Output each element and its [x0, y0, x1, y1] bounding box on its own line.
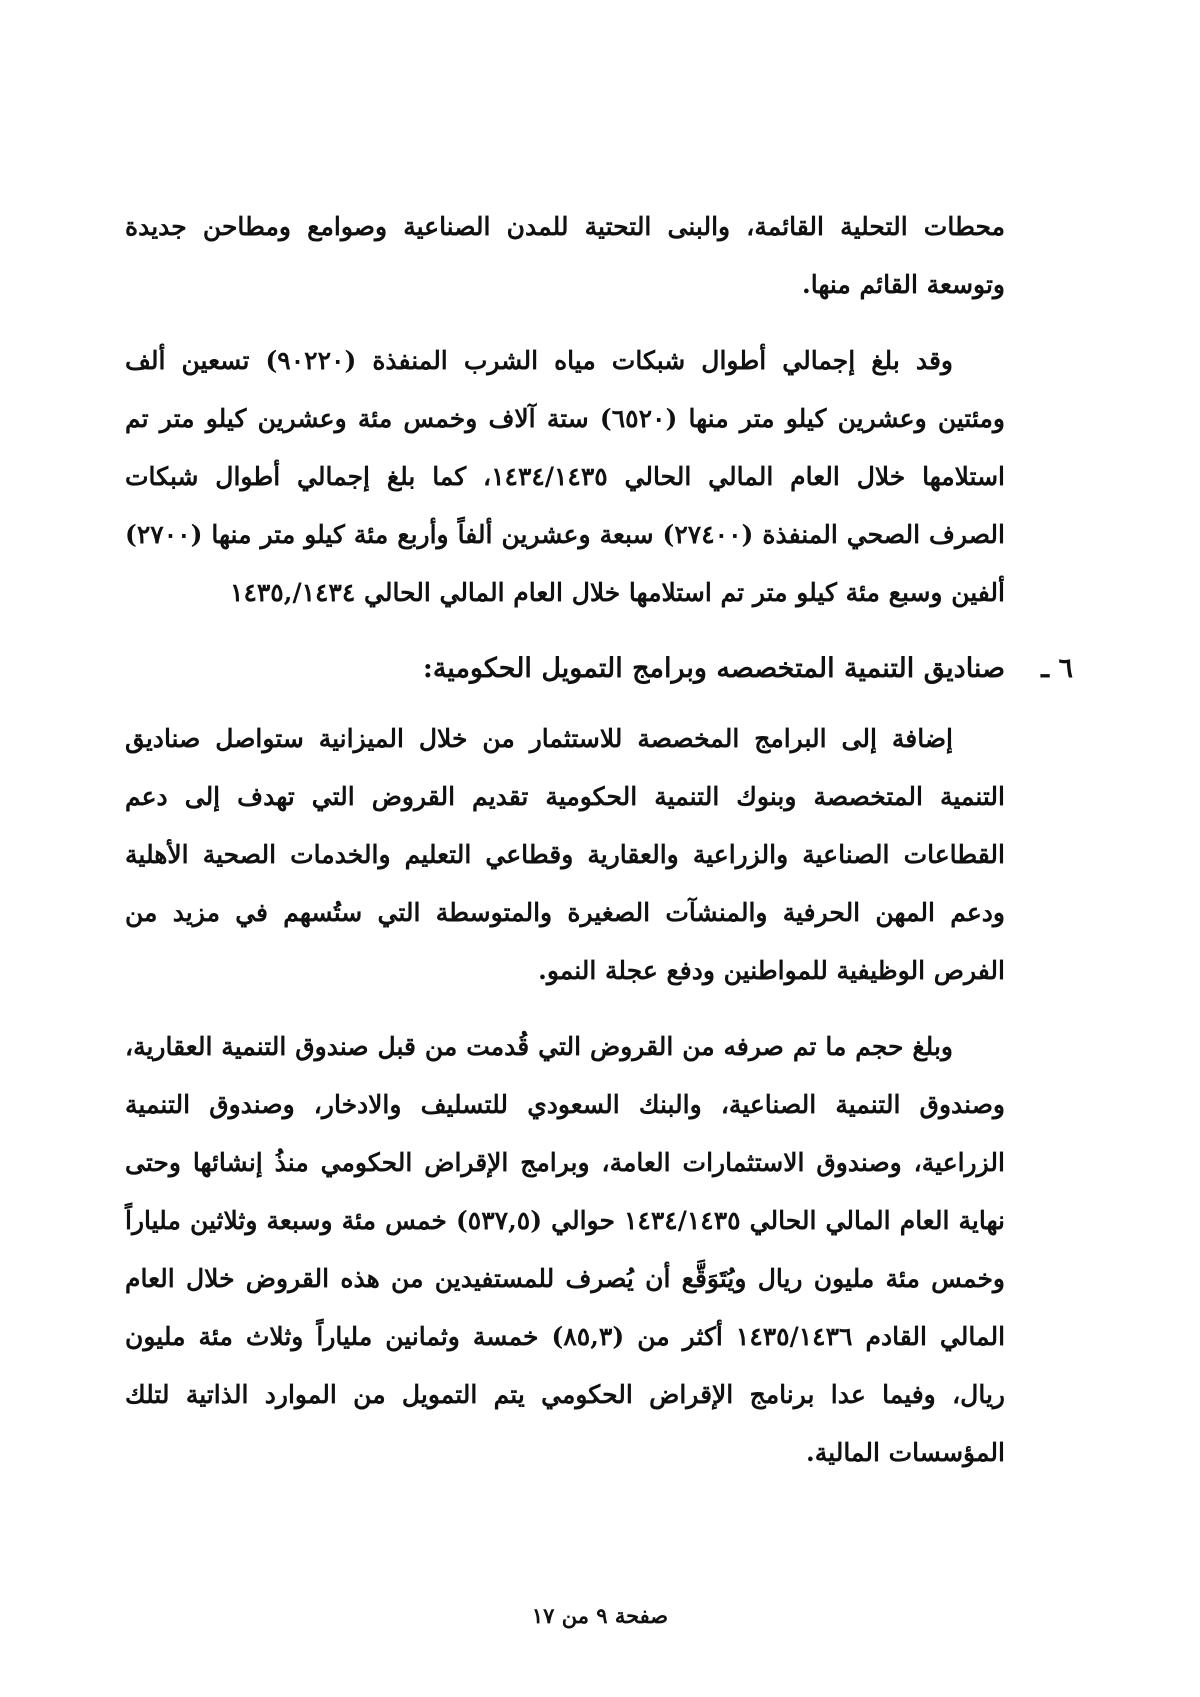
paragraph-development-funds: إضافة إلى البرامج المخصصة للاستثمار من خلال الميزانية ستواصل صناديق التنمية المتخصصة وبنوك التنمية الحكومية تقديم القروض التي تهدف إلى دعم القطاعات الصناعية والزراعية والعقارية وقطاعي التعليم والخدمات الصحية الأهلية ودعم المهن الحرفية والمنشآت الصغيرة والمتوسطة التي ستُسهم في مزيد من الفرص الوظيفية للمواطنين ودفع عجلة النمو.: [125, 724, 1005, 985]
paragraph-desalination-continuation: محطات التحلية القائمة، والبنى التحتية للمدن الصناعية وصوامع ومطاحن جديدة وتوسعة القائم منها.: [125, 212, 1005, 299]
section-heading: [125, 640, 1073, 698]
page-number-footer: صفحة ٩ من ١٧: [531, 1603, 669, 1628]
paragraph-water-networks: وقد بلغ إجمالي أطوال شبكات مياه الشرب المنفذة (٩٠٢٢٠) تسعين ألف ومئتين وعشرين كيلو متر منها (٦٥٢٠) ستة آلاف وخمس مئة وعشرين كيلو متر تم استلامها خلال العام المالي الحالي ١٤٣٤/١٤٣٥، كما بلغ إجمالي أطوال شبكات الصرف الصحي المنفذة (٢٧٤٠٠) سبعة وعشرين ألفاً وأربع مئة كيلو متر منها (٢٧٠٠) ألفين وسبع مئة كيلو متر تم استلامها خلال العام المالي الحالي ١٤٣٤/,١٤٣٥: [125, 346, 1005, 607]
section-title: صناديق التنمية المتخصصه وبرامج التمويل الحكومية:: [422, 653, 1005, 684]
paragraph-loans-volume: وبلغ حجم ما تم صرفه من القروض التي قُدمت من قبل صندوق التنمية العقارية، وصندوق التنمية الصناعية، والبنك السعودي للتسليف والادخار، وصندوق التنمية الزراعية، وصندوق الاستثمارات العامة، وبرامج الإقراض الحكومي منذُ إنشائها وحتى نهاية العام المالي الحالي ١٤٣٤/١٤٣٥ حوالي (٥٣٧,٥) خمس مئة وسبعة وثلاثين ملياراً وخمس مئة مليون ريال ويُتَوَقَّع أن يُصرف للمستفيدين من هذه القروض خلال العام المالي القادم ١٤٣٥/١٤٣٦ أكثر من (٨٥,٣) خمسة وثمانين ملياراً وثلاث مئة مليون ريال، وفيما عدا برنامج الإقراض الحكومي يتم التمويل من الموارد الذاتية لتلك المؤسسات المالية.: [125, 1032, 1006, 1467]
section-number: ٦ ـ: [1041, 653, 1073, 684]
document-body: [125, 198, 1073, 1500]
